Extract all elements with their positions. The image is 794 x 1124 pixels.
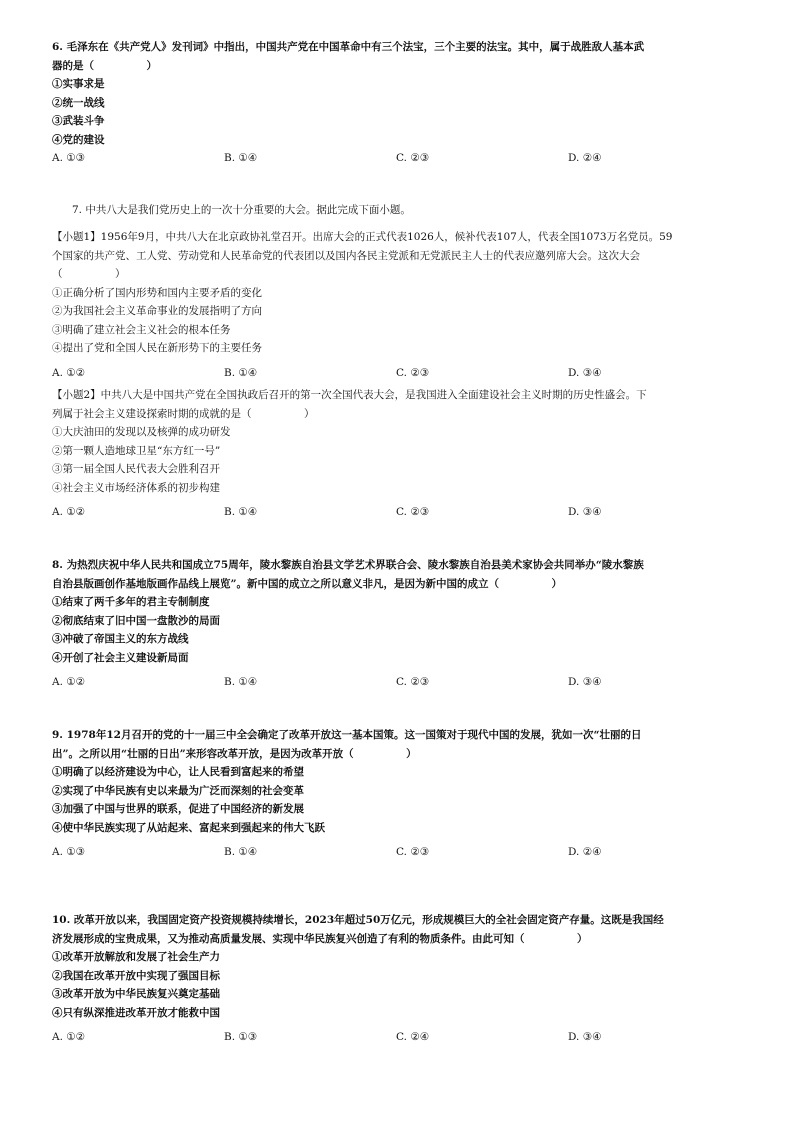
question-10 bbox=[52, 911, 752, 1046]
question-9-stem-line-1: 9. 1978年12月召开的党的十一届三中全会确定了改革开放这一基本国策。这一国策对于现代中国的发展，犹如一次“壮丽的日 bbox=[52, 729, 642, 741]
question-10-stem-line-2: 济发展形成的宝贵成果，又为推动高质量发展、实现中华民族复兴创造了有利的物质条件。由此可知（ ） bbox=[52, 932, 588, 945]
question-6-item-3: ③武装斗争 bbox=[52, 115, 105, 127]
question-6-option-a: A. ①③ bbox=[52, 152, 86, 164]
question-6-stem-line-1: 6. 毛泽东在《共产党人》发刊词》中指出，中国共产党在中国革命中有三个法宝，三个主要的法宝。其中，属于战胜敌人基本武 bbox=[52, 41, 645, 53]
sub-1-stem-line-3: （ ） bbox=[52, 268, 126, 280]
sub-1-stem-line-1: 【小题1】1956年9月，中共八大在北京政协礼堂召开。出席大会的正式代表1026人，候补代表107人，代表全国1073万名党员。59 bbox=[52, 231, 673, 243]
question-7-intro: 7. 中共八大是我们党历史上的一次十分重要的大会。据此完成下面小题。 bbox=[72, 204, 411, 216]
question-8 bbox=[52, 556, 752, 691]
sub-1-item-1: ①正确分析了国内形势和国内主要矛盾的变化 bbox=[52, 286, 262, 299]
question-7-sub-1 bbox=[52, 228, 752, 382]
question-8-item-4: ④开创了社会主义建设新局面 bbox=[52, 651, 189, 664]
question-6-stem-line-2: 器的是（ ） bbox=[52, 59, 157, 72]
question-10-option-d: D. ③④ bbox=[568, 1031, 602, 1043]
question-8-option-c: C. ②③ bbox=[396, 676, 430, 688]
sub-1-option-b: B. ①④ bbox=[224, 366, 258, 379]
question-10-item-4: ④只有纵深推进改革开放才能救中国 bbox=[52, 1006, 220, 1019]
question-10-option-b: B. ①③ bbox=[224, 1031, 258, 1043]
question-10-option-a: A. ①② bbox=[52, 1031, 86, 1043]
sub-1-item-2: ②为我国社会主义革命事业的发展指明了方向 bbox=[52, 305, 262, 317]
question-6-item-4: ④党的建设 bbox=[52, 133, 105, 146]
question-6-item-2: ②统一战线 bbox=[52, 96, 105, 109]
question-8-options bbox=[52, 673, 752, 691]
sub-1-option-c: C. ②③ bbox=[396, 366, 430, 379]
question-6-option-b: B. ①④ bbox=[224, 152, 258, 164]
question-9-item-1: ①明确了以经济建设为中心，让人民看到富起来的希望 bbox=[52, 766, 304, 778]
sub-2-option-d: D. ③④ bbox=[568, 506, 602, 518]
sub-2-item-4: ④社会主义市场经济体系的初步构建 bbox=[52, 481, 220, 494]
question-8-stem-line-1: 8. 为热烈庆祝中华人民共和国成立75周年，陵水黎族自治县文学艺术界联合会、陵水黎族自治县美术家协会共同举办“陵水黎族 bbox=[52, 559, 644, 571]
sub-1-options bbox=[52, 364, 752, 382]
sub-2-option-a: A. ①② bbox=[52, 506, 86, 518]
sub-1-stem-line-2: 个国家的共产党、工人党、劳动党和人民革命党的代表团以及国内各民主党派和无党派民主人士的代表应邀列席大会。这次大会 bbox=[52, 249, 640, 262]
question-8-option-d: D. ③④ bbox=[568, 676, 602, 688]
sub-2-option-b: B. ①④ bbox=[224, 506, 258, 518]
sub-2-item-1: ①大庆油田的发现以及核弹的成功研发 bbox=[52, 426, 231, 438]
question-9-option-d: D. ②④ bbox=[568, 846, 602, 858]
question-9-option-a: A. ①③ bbox=[52, 846, 86, 858]
sub-1-item-4: ④提出了党和全国人民在新形势下的主要任务 bbox=[52, 342, 262, 354]
sub-1-option-d: D. ③④ bbox=[568, 366, 602, 379]
question-9-option-c: C. ②③ bbox=[396, 846, 430, 858]
question-9-stem-line-2: 出”。之所以用“壮丽的日出”来形容改革开放，是因为改革开放（ ） bbox=[52, 747, 417, 760]
question-6 bbox=[52, 38, 752, 167]
sub-2-item-3: ③第一届全国人民代表大会胜利召开 bbox=[52, 463, 220, 475]
question-10-option-c: C. ②④ bbox=[396, 1031, 430, 1043]
question-8-item-3: ③冲破了帝国主义的东方战线 bbox=[52, 633, 189, 645]
question-10-item-2: ②我国在改革开放中实现了强国目标 bbox=[52, 969, 220, 982]
question-8-stem-line-2: 自治县版画创作基地版画作品线上展览”。新中国的成立之所以意义非凡，是因为新中国的成立（ ） bbox=[52, 577, 563, 590]
question-7-sub-2 bbox=[52, 386, 752, 521]
sub-2-item-2: ②第一颗人造地球卫星“东方红一号” bbox=[52, 444, 221, 457]
question-9-item-3: ③加强了中国与世界的联系，促进了中国经济的新发展 bbox=[52, 803, 304, 815]
question-6-option-d: D. ②④ bbox=[568, 152, 602, 164]
sub-2-options bbox=[52, 503, 752, 521]
question-9 bbox=[52, 726, 752, 861]
question-8-item-2: ②彻底结束了旧中国一盘散沙的局面 bbox=[52, 614, 220, 627]
question-10-item-1: ①改革开放解放和发展了社会生产力 bbox=[52, 951, 220, 963]
question-9-item-2: ②实现了中华民族有史以来最为广泛而深刻的社会变革 bbox=[52, 784, 304, 797]
sub-2-option-c: C. ②③ bbox=[396, 506, 430, 518]
question-6-options bbox=[52, 149, 752, 167]
question-8-option-a: A. ①② bbox=[52, 676, 86, 688]
sub-1-option-a: A. ①② bbox=[52, 366, 86, 379]
sub-2-stem-line-2: 列属于社会主义建设探索时期的成就的是（ ） bbox=[52, 407, 315, 420]
question-10-item-3: ③改革开放为中华民族复兴奠定基础 bbox=[52, 988, 220, 1000]
question-6-option-c: C. ②③ bbox=[396, 152, 430, 164]
question-8-option-b: B. ①④ bbox=[224, 676, 258, 688]
sub-1-item-3: ③明确了建立社会主义社会的根本任务 bbox=[52, 323, 231, 336]
question-9-item-4: ④使中华民族实现了从站起来、富起来到强起来的伟大飞跃 bbox=[52, 821, 325, 834]
question-10-options bbox=[52, 1028, 752, 1046]
question-9-options bbox=[52, 843, 752, 861]
question-10-stem-line-1: 10. 改革开放以来，我国固定资产投资规模持续增长，2023年超过50万亿元，形成规模巨大的全社会固定资产存量。这既是我国经 bbox=[52, 914, 664, 926]
question-7 bbox=[52, 201, 752, 220]
question-6-item-1: ①实事求是 bbox=[52, 78, 105, 90]
question-9-option-b: B. ①④ bbox=[224, 846, 258, 858]
question-8-item-1: ①结束了两千多年的君主专制制度 bbox=[52, 596, 210, 608]
sub-2-stem-line-1: 【小题2】中共八大是中国共产党在全国执政后召开的第一次全国代表大会，是我国进入全面建设社会主义时期的历史性盛会。下 bbox=[52, 389, 647, 401]
